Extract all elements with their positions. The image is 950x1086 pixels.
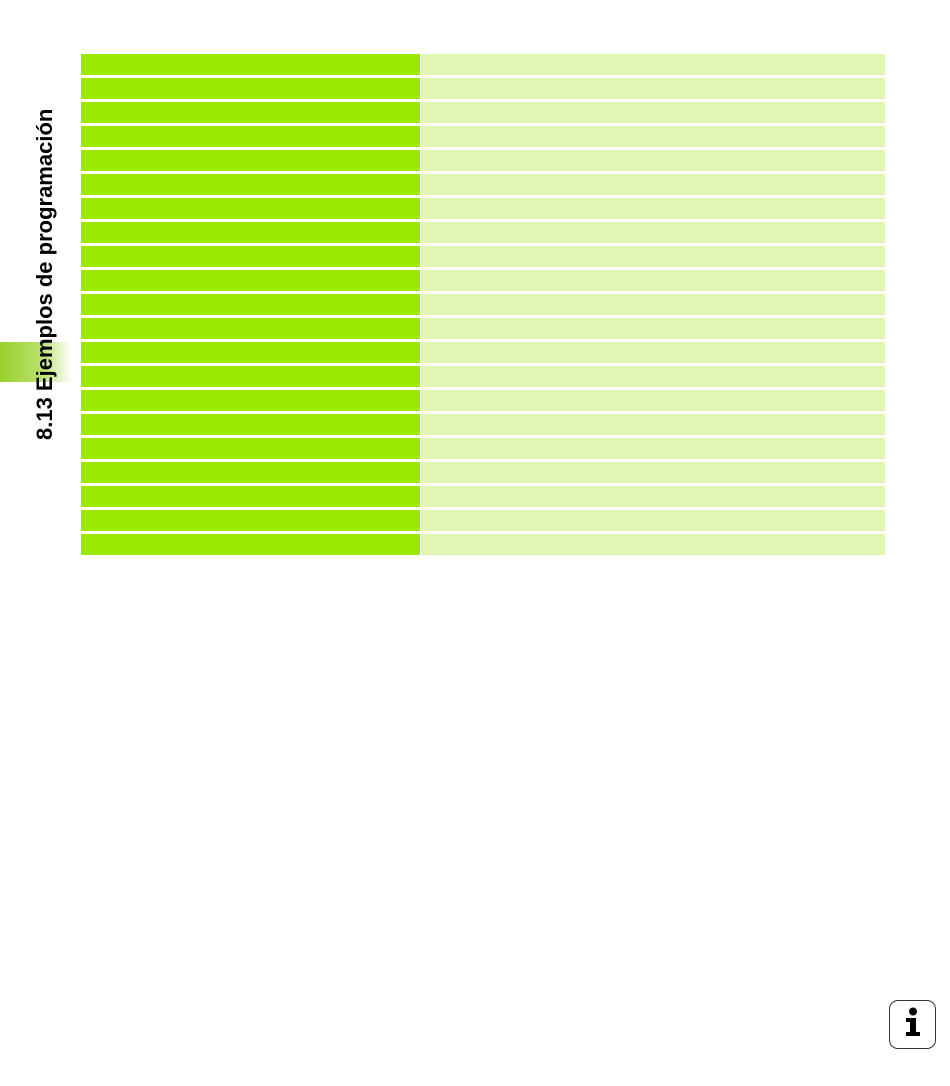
- table-cell-block: [81, 486, 420, 507]
- table-row: [81, 174, 885, 195]
- table-row: [81, 366, 885, 387]
- table-cell-block: [81, 174, 420, 195]
- table-row: [81, 510, 885, 531]
- table-row: [81, 102, 885, 123]
- table-cell-comment: [421, 486, 885, 507]
- table-row: [81, 222, 885, 243]
- table-cell-comment: [421, 318, 885, 339]
- table-cell-block: [81, 102, 420, 123]
- table-cell-block: [81, 222, 420, 243]
- table-row: [81, 126, 885, 147]
- table-cell-comment: [421, 414, 885, 435]
- table-row: [81, 246, 885, 267]
- table-cell-comment: [421, 462, 885, 483]
- section-title: 8.13 Ejemplos de programación: [32, 108, 57, 440]
- info-icon: [902, 1007, 924, 1042]
- table-cell-comment: [421, 198, 885, 219]
- table-cell-block: [81, 438, 420, 459]
- table-row: [81, 486, 885, 507]
- table-cell-block: [81, 318, 420, 339]
- table-row: [81, 150, 885, 171]
- table-cell-comment: [421, 294, 885, 315]
- table-cell-block: [81, 78, 420, 99]
- table-cell-block: [81, 294, 420, 315]
- info-button[interactable]: [889, 1000, 936, 1049]
- table-cell-block: [81, 414, 420, 435]
- table-cell-comment: [421, 438, 885, 459]
- table-cell-block: [81, 198, 420, 219]
- table-cell-comment: [421, 246, 885, 267]
- table-cell-comment: [421, 102, 885, 123]
- table-row: [81, 438, 885, 459]
- table-cell-block: [81, 366, 420, 387]
- table-cell-block: [81, 462, 420, 483]
- table-cell-comment: [421, 222, 885, 243]
- table-cell-block: [81, 510, 420, 531]
- table-cell-comment: [421, 174, 885, 195]
- table-row: [81, 270, 885, 291]
- table-cell-comment: [421, 510, 885, 531]
- table-cell-block: [81, 126, 420, 147]
- table-cell-comment: [421, 78, 885, 99]
- table-row: [81, 342, 885, 363]
- table-row: [81, 54, 885, 75]
- table-cell-comment: [421, 342, 885, 363]
- table-row: [81, 78, 885, 99]
- table-cell-comment: [421, 126, 885, 147]
- table-cell-block: [81, 390, 420, 411]
- table-cell-comment: [421, 150, 885, 171]
- table-row: [81, 390, 885, 411]
- table-cell-block: [81, 54, 420, 75]
- table-row: [81, 318, 885, 339]
- program-table: [81, 54, 885, 555]
- table-cell-block: [81, 246, 420, 267]
- table-row: [81, 414, 885, 435]
- table-cell-comment: [421, 390, 885, 411]
- table-row: [81, 534, 885, 555]
- table-row: [81, 294, 885, 315]
- table-cell-block: [81, 150, 420, 171]
- table-cell-comment: [421, 270, 885, 291]
- table-cell-block: [81, 534, 420, 555]
- table-cell-block: [81, 342, 420, 363]
- section-title-container: [30, 40, 60, 440]
- table-cell-comment: [421, 54, 885, 75]
- table-row: [81, 462, 885, 483]
- table-cell-block: [81, 270, 420, 291]
- table-cell-comment: [421, 366, 885, 387]
- table-cell-comment: [421, 534, 885, 555]
- table-row: [81, 198, 885, 219]
